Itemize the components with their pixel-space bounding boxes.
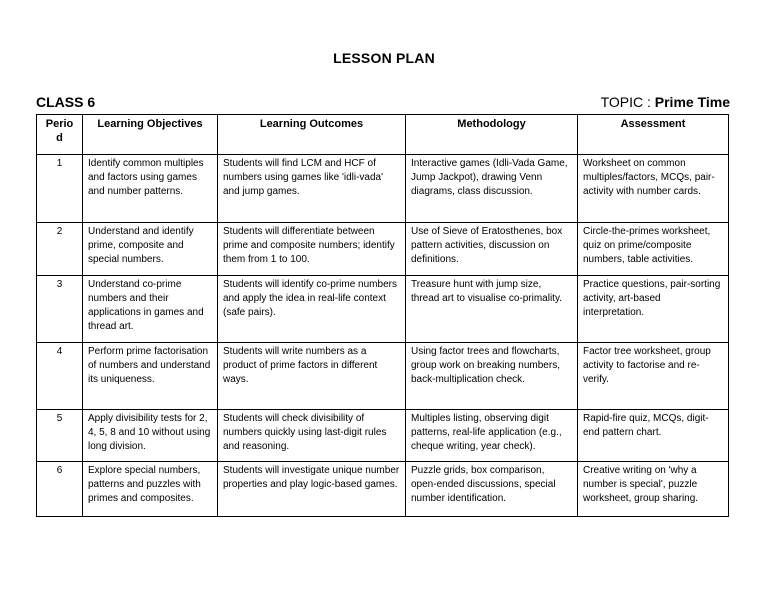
cell-assessment: Practice questions, pair-sorting activity, art-based interpretation. — [578, 276, 729, 343]
cell-methodology: Using factor trees and flowcharts, group work on breaking numbers, back-multiplication check. — [406, 343, 578, 410]
cell-objectives: Explore special numbers, patterns and puzzles with primes and composites. — [83, 462, 218, 517]
cell-assessment: Rapid-fire quiz, MCQs, digit-end pattern chart. — [578, 410, 729, 462]
cell-period: 3 — [37, 276, 83, 343]
header-period: Perio d — [37, 115, 83, 155]
cell-objectives: Identify common multiples and factors using games and number patterns. — [83, 155, 218, 223]
cell-methodology: Multiples listing, observing digit patterns, real-life application (e.g., cheque writing, year check). — [406, 410, 578, 462]
cell-methodology: Treasure hunt with jump size, thread art to visualise co-primality. — [406, 276, 578, 343]
class-label: CLASS 6 — [36, 94, 96, 110]
cell-period: 6 — [37, 462, 83, 517]
cell-assessment: Creative writing on 'why a number is special', puzzle worksheet, group sharing. — [578, 462, 729, 517]
header-assessment: Assessment — [578, 115, 729, 155]
cell-methodology: Interactive games (Idli-Vada Game, Jump Jackpot), drawing Venn diagrams, class discussion. — [406, 155, 578, 223]
cell-assessment: Worksheet on common multiples/factors, MCQs, pair-activity with number cards. — [578, 155, 729, 223]
cell-outcomes: Students will check divisibility of numbers quickly using last-digit rules and reasoning. — [218, 410, 406, 462]
cell-methodology: Use of Sieve of Eratosthenes, box pattern activities, discussion on definitions. — [406, 223, 578, 276]
topic-line — [601, 94, 730, 110]
cell-assessment: Circle-the-primes worksheet, quiz on prime/composite numbers, table activities. — [578, 223, 729, 276]
table-row — [37, 343, 729, 410]
header-outcomes: Learning Outcomes — [218, 115, 406, 155]
page-title: LESSON PLAN — [333, 50, 435, 66]
header-objectives: Learning Objectives — [83, 115, 218, 155]
cell-outcomes: Students will write numbers as a product of prime factors in different ways. — [218, 343, 406, 410]
table-row — [37, 155, 729, 223]
cell-period: 2 — [37, 223, 83, 276]
lesson-plan-table — [36, 114, 729, 517]
header-methodology: Methodology — [406, 115, 578, 155]
table-header-row — [37, 115, 729, 155]
cell-period: 5 — [37, 410, 83, 462]
cell-objectives: Perform prime factorisation of numbers and understand its uniqueness. — [83, 343, 218, 410]
table-row — [37, 410, 729, 462]
cell-assessment: Factor tree worksheet, group activity to factorise and re-verify. — [578, 343, 729, 410]
cell-outcomes: Students will identify co-prime numbers and apply the idea in real-life context (safe pairs). — [218, 276, 406, 343]
cell-period: 1 — [37, 155, 83, 223]
cell-methodology: Puzzle grids, box comparison, open-ended discussions, special number identification. — [406, 462, 578, 517]
cell-objectives: Understand co-prime numbers and their applications in games and thread art. — [83, 276, 218, 343]
cell-outcomes: Students will differentiate between prime and composite numbers; identify them from 1 to 100. — [218, 223, 406, 276]
cell-outcomes: Students will find LCM and HCF of numbers using games like 'idli-vada' and jump games. — [218, 155, 406, 223]
cell-outcomes: Students will investigate unique number properties and play logic-based games. — [218, 462, 406, 517]
topic-label: TOPIC : — [600, 94, 655, 110]
table-row — [37, 462, 729, 517]
cell-objectives: Understand and identify prime, composite and special numbers. — [83, 223, 218, 276]
cell-objectives: Apply divisibility tests for 2, 4, 5, 8 and 10 without using long division. — [83, 410, 218, 462]
table-row — [37, 223, 729, 276]
table-row — [37, 276, 729, 343]
cell-period: 4 — [37, 343, 83, 410]
topic-value: Prime Time — [654, 94, 730, 110]
